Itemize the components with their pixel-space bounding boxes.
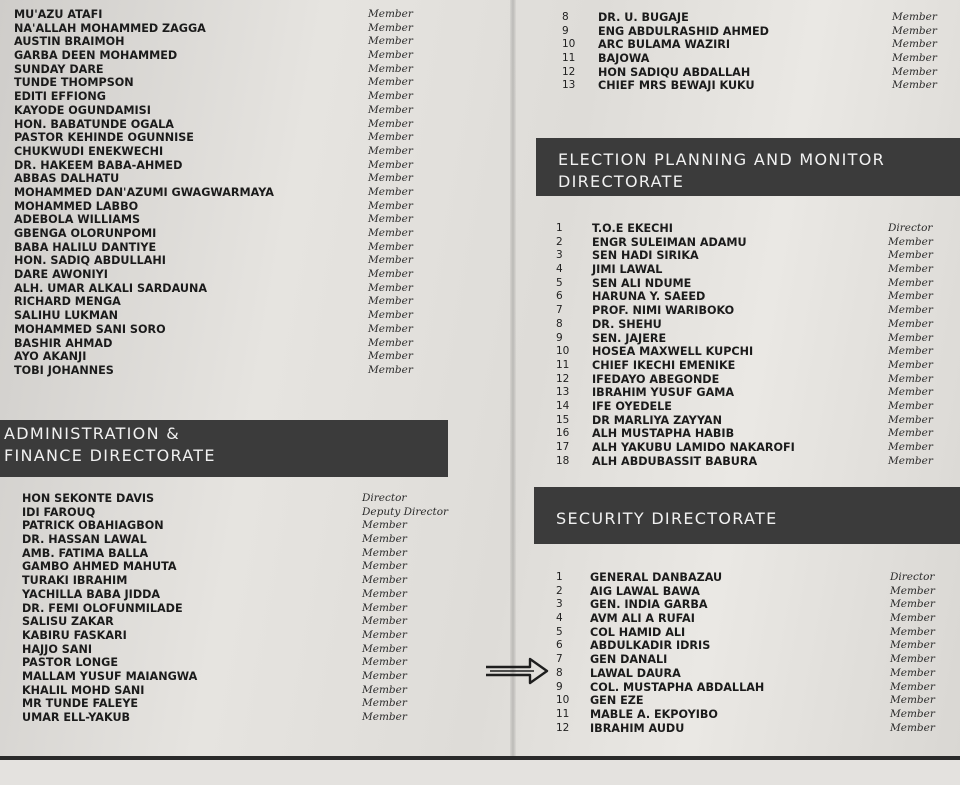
- list-item: [556, 400, 956, 414]
- list-item: [556, 571, 956, 585]
- member-role: Member: [890, 666, 935, 679]
- list-item: [556, 318, 956, 332]
- member-name: HON SEKONTE DAVIS: [22, 492, 155, 505]
- member-name: HOSEA MAXWELL KUPCHI: [592, 345, 754, 359]
- list-item: [556, 236, 956, 250]
- item-number: 11: [556, 358, 570, 371]
- heading-line-2: FINANCE DIRECTORATE: [4, 446, 216, 465]
- list-item: [556, 653, 956, 667]
- item-number: 12: [562, 65, 576, 78]
- item-number: 4: [556, 263, 563, 276]
- member-name: DR. HAKEEM BABA-AHMED: [14, 158, 183, 172]
- list-item: [562, 25, 952, 39]
- member-role: Member: [890, 639, 935, 652]
- member-name: BABA HALILU DANTIYE: [14, 240, 157, 254]
- member-name: MR TUNDE FALEYE: [22, 697, 139, 711]
- security-directorate-heading: [534, 487, 960, 544]
- list-item: [6, 131, 506, 145]
- member-name: MU'AZU ATAFI: [14, 8, 103, 21]
- item-number: 4: [556, 612, 563, 625]
- item-number: 9: [556, 331, 563, 344]
- list-item: [0, 506, 500, 520]
- list-item: [6, 227, 506, 241]
- member-name: BAJOWA: [598, 52, 650, 66]
- member-role: Member: [362, 519, 407, 532]
- member-role: Member: [892, 79, 937, 92]
- member-name: ALH. UMAR ALKALI SARDAUNA: [14, 281, 208, 295]
- member-role: Member: [892, 38, 937, 51]
- member-role: Member: [888, 413, 933, 426]
- list-item: [0, 711, 500, 725]
- page-fold: [510, 0, 516, 760]
- list-item: [556, 414, 956, 428]
- member-role: Member: [362, 669, 407, 682]
- list-item: [0, 560, 500, 574]
- election-planning-directorate-heading: [536, 138, 960, 196]
- list-item: [0, 615, 500, 629]
- member-role: Member: [368, 363, 413, 376]
- item-number: 6: [556, 639, 563, 652]
- member-role: Member: [368, 254, 413, 267]
- list-item: [0, 684, 500, 698]
- heading-line-1: ADMINISTRATION &: [4, 424, 180, 443]
- member-role: Member: [368, 281, 413, 294]
- member-role: Member: [368, 8, 413, 20]
- member-role: Member: [368, 131, 413, 144]
- member-name: SEN. JAJERE: [592, 331, 667, 345]
- list-item: [556, 708, 956, 722]
- item-number: 16: [556, 427, 570, 440]
- member-role: Member: [888, 249, 933, 262]
- member-name: ENGR SULEIMAN ADAMU: [592, 235, 747, 249]
- member-role: Member: [362, 574, 407, 587]
- member-role: Member: [368, 199, 413, 212]
- list-item: [556, 373, 956, 387]
- member-name: LAWAL DAURA: [590, 666, 681, 680]
- member-role: Member: [888, 290, 933, 303]
- member-name: CHIEF IKECHI EMENIKE: [592, 358, 736, 372]
- member-role: Member: [362, 628, 407, 641]
- member-name: HON. SADIQ ABDULLAHI: [14, 254, 166, 268]
- list-item: [556, 626, 956, 640]
- member-role: Member: [362, 656, 407, 669]
- member-name: MOHAMMED LABBO: [14, 199, 139, 213]
- member-role: Member: [890, 680, 935, 693]
- member-name: AYO AKANJI: [14, 350, 87, 364]
- member-name: SALISU ZAKAR: [22, 615, 114, 629]
- member-name: ALH MUSTAPHA HABIB: [592, 427, 735, 441]
- item-number: 1: [556, 222, 563, 234]
- member-name: IBRAHIM YUSUF GAMA: [592, 386, 735, 400]
- item-number: 5: [556, 276, 563, 289]
- list-item: [6, 268, 506, 282]
- list-item: [556, 722, 956, 736]
- list-item: [556, 304, 956, 318]
- member-role: Member: [362, 546, 407, 559]
- member-role: Member: [368, 309, 413, 322]
- member-role: Member: [368, 350, 413, 363]
- member-name: HON. BABATUNDE OGALA: [14, 117, 174, 131]
- item-number: 15: [556, 413, 570, 426]
- list-item: [6, 337, 506, 351]
- list-item: [0, 519, 500, 533]
- list-item: [6, 8, 506, 22]
- list-item: [556, 612, 956, 626]
- item-number: 10: [562, 38, 576, 51]
- member-name: GAMBO AHMED MAHUTA: [22, 560, 177, 574]
- list-item: [6, 364, 506, 378]
- member-name: NA'ALLAH MOHAMMED ZAGGA: [14, 21, 206, 35]
- list-item: [556, 386, 956, 400]
- member-name: DR. HASSAN LAWAL: [22, 533, 147, 547]
- list-item: [556, 249, 956, 263]
- member-role: Member: [362, 615, 407, 628]
- list-item: [6, 295, 506, 309]
- member-name: ADEBOLA WILLIAMS: [14, 213, 141, 227]
- item-number: 10: [556, 345, 570, 358]
- heading-line-1: SECURITY DIRECTORATE: [556, 509, 778, 528]
- member-name: HARUNA Y. SAEED: [592, 290, 706, 304]
- member-name: IFEDAYO ABEGONDE: [592, 372, 720, 386]
- list-item: [0, 574, 500, 588]
- member-name: CHUKWUDI ENEKWECHI: [14, 144, 164, 158]
- member-role: Member: [892, 52, 937, 65]
- member-name: RICHARD MENGA: [14, 295, 121, 309]
- member-role: Member: [368, 213, 413, 226]
- member-role: Member: [888, 276, 933, 289]
- list-item: [0, 629, 500, 643]
- list-item: [6, 49, 506, 63]
- item-number: 1: [556, 571, 563, 583]
- top-right-member-list: [562, 11, 952, 93]
- list-item: [0, 670, 500, 684]
- member-role: Deputy Director: [362, 505, 449, 518]
- member-role: Member: [888, 427, 933, 440]
- member-role: Member: [888, 263, 933, 276]
- list-item: [562, 79, 952, 93]
- list-item: [556, 667, 956, 681]
- member-role: Member: [888, 317, 933, 330]
- member-name: ALH ABDUBASSIT BABURA: [592, 454, 758, 468]
- member-name: GEN DANALI: [590, 653, 668, 667]
- member-role: Member: [368, 295, 413, 308]
- member-role: Member: [890, 612, 935, 625]
- member-name: MOHAMMED DAN'AZUMI GWAGWARMAYA: [14, 185, 274, 199]
- member-name: GENERAL DANBAZAU: [590, 571, 723, 584]
- member-role: Member: [888, 399, 933, 412]
- member-name: GEN EZE: [590, 694, 644, 708]
- member-role: Member: [888, 345, 933, 358]
- list-item: [562, 52, 952, 66]
- list-item: [556, 359, 956, 373]
- member-role: Member: [890, 625, 935, 638]
- member-name: AIG LAWAL BAWA: [590, 584, 700, 598]
- member-role: Member: [888, 235, 933, 248]
- list-item: [0, 656, 500, 670]
- item-number: 6: [556, 290, 563, 303]
- member-name: PROF. NIMI WARIBOKO: [592, 304, 735, 318]
- member-role: Member: [892, 24, 937, 37]
- list-item: [6, 118, 506, 132]
- member-name: ARC BULAMA WAZIRI: [598, 38, 731, 52]
- member-name: HON SADIQU ABDALLAH: [598, 65, 751, 79]
- member-role: Member: [368, 62, 413, 75]
- item-number: 9: [562, 24, 569, 37]
- member-name: UMAR ELL-YAKUB: [22, 711, 131, 724]
- list-item: [6, 323, 506, 337]
- list-item: [556, 441, 956, 455]
- item-number: 2: [556, 235, 563, 248]
- list-item: [6, 145, 506, 159]
- list-item: [556, 222, 956, 236]
- member-name: ENG ABDULRASHID AHMED: [598, 24, 769, 38]
- member-role: Member: [888, 358, 933, 371]
- member-role: Member: [890, 653, 935, 666]
- list-item: [556, 277, 956, 291]
- top-left-member-list: [6, 8, 506, 378]
- item-number: 17: [556, 441, 570, 453]
- member-name: JIMI LAWAL: [592, 263, 663, 277]
- item-number: 7: [556, 304, 563, 317]
- member-role: Member: [362, 533, 407, 546]
- member-name: DR. U. BUGAJE: [598, 11, 689, 24]
- member-name: MOHAMMED SANI SORO: [14, 322, 166, 336]
- list-item: [6, 63, 506, 77]
- list-item: [556, 427, 956, 441]
- list-item: [0, 588, 500, 602]
- list-item: [556, 585, 956, 599]
- right-arrow-icon: [484, 656, 550, 686]
- list-item: [556, 345, 956, 359]
- member-role: Member: [890, 584, 935, 597]
- member-name: AUSTIN BRAIMOH: [14, 35, 125, 49]
- member-role: Member: [888, 372, 933, 385]
- list-item: [6, 241, 506, 255]
- member-role: Member: [890, 694, 935, 707]
- background-surface: [0, 760, 960, 785]
- member-name: DARE AWONIYI: [14, 268, 108, 282]
- member-role: Member: [890, 721, 935, 734]
- heading-line-2: DIRECTORATE: [558, 172, 685, 191]
- member-name: PASTOR KEHINDE OGUNNISE: [14, 131, 194, 145]
- list-item: [6, 35, 506, 49]
- member-name: MALLAM YUSUF MAIANGWA: [22, 669, 198, 683]
- list-item: [6, 90, 506, 104]
- list-item: [0, 547, 500, 561]
- list-item: [6, 186, 506, 200]
- member-name: KHALIL MOHD SANI: [22, 683, 145, 697]
- member-name: IFE OYEDELE: [592, 399, 672, 413]
- member-role: Member: [368, 227, 413, 239]
- member-role: Member: [368, 185, 413, 198]
- item-number: 2: [556, 584, 563, 597]
- list-item: [562, 11, 952, 25]
- member-role: Member: [368, 172, 413, 185]
- list-item: [6, 172, 506, 186]
- member-role: Member: [368, 240, 413, 253]
- member-name: GEN. INDIA GARBA: [590, 598, 708, 612]
- item-number: 13: [556, 386, 570, 399]
- member-role: Member: [362, 711, 407, 723]
- member-name: PATRICK OBAHIAGBON: [22, 519, 164, 533]
- member-role: Member: [368, 76, 413, 89]
- member-role: Member: [368, 322, 413, 335]
- item-number: 3: [556, 598, 563, 611]
- member-role: Member: [362, 560, 407, 573]
- member-name: DR MARLIYA ZAYYAN: [592, 413, 722, 427]
- list-item: [562, 66, 952, 80]
- member-role: Director: [362, 492, 407, 504]
- member-role: Member: [368, 117, 413, 130]
- list-item: [6, 76, 506, 90]
- item-number: 10: [556, 694, 570, 707]
- item-number: 18: [556, 454, 570, 467]
- item-number: 11: [556, 707, 570, 720]
- list-item: [556, 290, 956, 304]
- member-name: GBENGA OLORUNPOMI: [14, 227, 157, 240]
- member-name: ABBAS DALHATU: [14, 172, 120, 186]
- member-role: Member: [888, 304, 933, 317]
- member-role: Member: [368, 144, 413, 157]
- item-number: 8: [556, 317, 563, 330]
- member-role: Member: [368, 35, 413, 48]
- list-item: [0, 533, 500, 547]
- member-name: TURAKI IBRAHIM: [22, 574, 128, 588]
- list-item: [0, 643, 500, 657]
- member-name: IDI FAROUQ: [22, 505, 96, 519]
- list-item: [556, 455, 956, 469]
- member-role: Director: [888, 222, 933, 234]
- member-role: Member: [368, 49, 413, 62]
- member-role: Member: [888, 454, 933, 467]
- member-name: SUNDAY DARE: [14, 62, 104, 76]
- member-name: AVM ALI A RUFAI: [590, 612, 695, 626]
- item-number: 8: [556, 666, 563, 679]
- member-name: KABIRU FASKARI: [22, 628, 127, 642]
- list-item: [6, 22, 506, 36]
- list-item: [6, 104, 506, 118]
- item-number: 7: [556, 653, 563, 666]
- member-name: TOBI JOHANNES: [14, 363, 114, 377]
- item-number: 5: [556, 625, 563, 638]
- item-number: 8: [562, 11, 569, 23]
- member-role: Member: [368, 21, 413, 34]
- item-number: 13: [562, 79, 576, 92]
- member-role: Member: [368, 336, 413, 349]
- member-name: DR. FEMI OLOFUNMILADE: [22, 601, 183, 615]
- item-number: 11: [562, 52, 576, 65]
- member-role: Member: [362, 587, 407, 600]
- list-item: [0, 492, 500, 506]
- item-number: 3: [556, 249, 563, 262]
- list-item: [556, 694, 956, 708]
- list-item: [0, 602, 500, 616]
- member-role: Member: [362, 683, 407, 696]
- member-role: Member: [890, 598, 935, 611]
- member-name: MABLE A. EKPOYIBO: [590, 707, 718, 721]
- security-member-list: [556, 571, 956, 735]
- member-name: SEN HADI SIRIKA: [592, 249, 699, 263]
- member-role: Member: [362, 642, 407, 655]
- member-name: PASTOR LONGE: [22, 656, 118, 670]
- list-item: [556, 332, 956, 346]
- member-role: Member: [890, 707, 935, 720]
- item-number: 9: [556, 680, 563, 693]
- member-name: CHIEF MRS BEWAJI KUKU: [598, 79, 755, 93]
- admin-finance-member-list: [0, 492, 500, 725]
- member-role: Director: [890, 571, 935, 583]
- member-role: Member: [362, 697, 407, 710]
- member-role: Member: [892, 11, 937, 23]
- item-number: 14: [556, 399, 570, 412]
- list-item: [556, 263, 956, 277]
- election-planning-member-list: [556, 222, 956, 468]
- member-role: Member: [888, 386, 933, 399]
- member-name: KAYODE OGUNDAMISI: [14, 103, 151, 117]
- member-role: Member: [362, 601, 407, 614]
- member-name: GARBA DEEN MOHAMMED: [14, 49, 178, 63]
- item-number: 12: [556, 372, 570, 385]
- list-item: [6, 213, 506, 227]
- member-name: EDITI EFFIONG: [14, 90, 106, 104]
- member-role: Member: [892, 65, 937, 78]
- member-name: TUNDE THOMPSON: [14, 76, 134, 90]
- list-item: [556, 681, 956, 695]
- heading-line-1: ELECTION PLANNING AND MONITOR: [558, 150, 886, 169]
- list-item: [6, 350, 506, 364]
- member-role: Member: [368, 103, 413, 116]
- member-name: DR. SHEHU: [592, 317, 662, 331]
- member-name: AMB. FATIMA BALLA: [22, 546, 149, 560]
- member-name: ALH YAKUBU LAMIDO NAKAROFI: [592, 441, 795, 454]
- member-role: Member: [888, 441, 933, 453]
- member-name: YACHILLA BABA JIDDA: [22, 587, 161, 601]
- list-item: [0, 697, 500, 711]
- member-name: HAJJO SANI: [22, 642, 92, 656]
- list-item: [562, 38, 952, 52]
- list-item: [6, 309, 506, 323]
- list-item: [556, 598, 956, 612]
- list-item: [6, 159, 506, 173]
- member-name: T.O.E EKECHI: [592, 222, 673, 235]
- member-role: Member: [888, 331, 933, 344]
- member-name: ABDULKADIR IDRIS: [590, 639, 711, 653]
- member-role: Member: [368, 268, 413, 281]
- member-name: SALIHU LUKMAN: [14, 309, 118, 323]
- member-role: Member: [368, 90, 413, 103]
- member-name: COL HAMID ALI: [590, 625, 686, 639]
- member-role: Member: [368, 158, 413, 171]
- member-name: SEN ALI NDUME: [592, 276, 692, 290]
- list-item: [6, 254, 506, 268]
- list-item: [6, 282, 506, 296]
- list-item: [556, 639, 956, 653]
- member-name: IBRAHIM AUDU: [590, 721, 685, 735]
- member-name: COL. MUSTAPHA ABDALLAH: [590, 680, 765, 694]
- list-item: [6, 200, 506, 214]
- admin-finance-directorate-heading: [0, 420, 448, 477]
- member-name: BASHIR AHMAD: [14, 336, 113, 350]
- item-number: 12: [556, 721, 570, 734]
